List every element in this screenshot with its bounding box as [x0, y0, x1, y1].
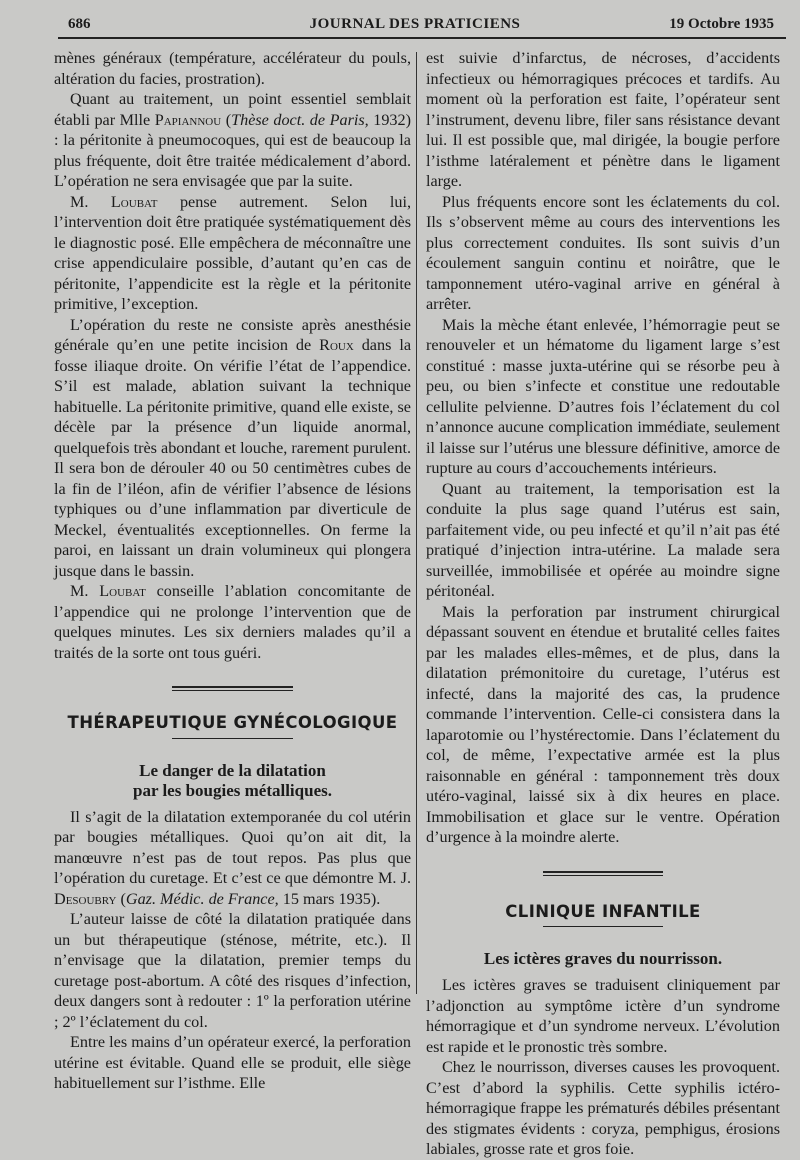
paragraph: Plus fréquents encore sont les éclatements du col. Ils s’observent même au cours des interventions les plus correctement conduites. Ils sont suivis d’un écoulement sanguin continu et noirâtre, que le tamponnement utéro-vaginal arrive en général à arrêter.: [426, 192, 780, 313]
header-rule: [58, 37, 786, 39]
page-number: 686: [68, 16, 91, 32]
article-title-icteres: Les ictères graves du nourrisson.: [483, 949, 723, 968]
author-name: Papiannou: [154, 110, 222, 129]
paragraph: est suivie d’infarctus, de nécroses, d’accidents infectieux ou hémorragiques précoces et tardifs. Au moment où la perforation est faite, l’opérateur sent l’instrument, devenu libre, filer sans résistance devant lui. Il est possible que, mal dirigée, la bougie perfore l’isthme latéralement et pénètre dans le ligament large.: [426, 49, 780, 190]
paragraph: M. Loubat conseille l’ablation concomitante de l’appendice qui ne prolonge l’intervention que de quelques minutes. Les six derniers malades qu’il a traités de la sorte ont tous guéri.: [54, 582, 411, 662]
paragraph: Il s’agit de la dilatation extemporanée du col utérin par bougies métalliques. Quoi qu’on ait dit, la manœuvre n’est pas de tout repos. Pas plus que l’opération du curetage. Et c’est ce que démontre M. J. Desoubry (Gaz. Médic. de France, 15 mars 1935).: [54, 807, 411, 908]
section-ornament: [54, 685, 411, 693]
citation: Gaz. Médic. de France,: [125, 889, 279, 908]
paragraph: Mais la perforation par instrument chirurgical dépassant souvent en étendue et brutalité celles faites par les malades elles-mêmes, et de plus, dans la dilatation prémonitoire du curetage, l’utérus est infecté, dans la majorité des cas, la prudence commande l’intervention. Celle-ci consistera dans la laparotomie ou l’hystérectomie. Dans l’éclatement du col, de même, l’expectative armée est la plus raisonnable en général : tamponnement très doux utéro-vaginal, laissé six à dix heures en place. Immobilisation et glace sur le ventre. Opération d’urgence à la moindre alerte.: [426, 602, 780, 846]
paragraph: Les ictères graves se traduisent cliniquement par l’adjonction au symptôme ictère d’un syndrome hémorragique et d’un syndrome nerveux. L’évolution est rapide et le pronostic très sombre.: [426, 976, 780, 1056]
paragraph: L’opération du reste ne consiste après anesthésie générale qu’en une petite incision de Roux dans la fosse iliaque droite. On vérifie l’état de l’appendice. S’il est malade, ablation suivant la technique habituelle. La péritonite primitive, quand elle existe, se décèle par la présence d’un liquide anormal, quelquefois très abondant et louche, rarement purulent. Il sera bon de dérouler 40 ou 50 centimètres cubes de la fin de l’iléon, afin de vérifier l’absence de lésions typhiques ou d’une inflammation par diverticule de Meckel, éventualités exceptionnelles. On ferme la paroi, en laissant un drain volumineux qui plongera jusque dans le bassin.: [54, 315, 411, 580]
paragraph: Chez le nourrisson, diverses causes les provoquent. C’est d’abord la syphilis. Cette syphilis ictéro-hémorragique frappe les prématurés débiles présentant des stigmates évidents : coryza, pemphigus, érosions labiales, grosse rate et gros foie.: [426, 1058, 780, 1158]
paragraph: Mais la mèche étant enlevée, l’hémorragie peut se renouveler et un hématome du ligament large s’est constitué : masse juxta-utérine qui se résorbe peu à peu, ou bien s’infecte et constitue une redoutable cellulite pelvienne. D’autres fois l’éclatement du col n’annonce aucune complication immédiate, seulement il laisse sur l’utérus une blessure définitive, amorce de rupture au cours d’accouchements intérieurs.: [426, 315, 780, 477]
paragraph: Entre les mains d’un opérateur exercé, la perforation utérine est évitable. Quand elle se produit, elle siège habituellement sur l’isthme. Elle: [54, 1033, 411, 1092]
author-name: Roux: [319, 336, 354, 354]
paragraph: mènes généraux (température, accélérateur du pouls, altération du facies, prostration).: [54, 49, 411, 88]
column-divider: [416, 52, 417, 994]
journal-title: JOURNAL DES PRATICIENS: [309, 16, 521, 32]
section-ornament: [426, 870, 780, 878]
author-name: Desoubry: [54, 889, 117, 908]
page-header: [50, 16, 780, 38]
left-column: [54, 48, 411, 1094]
section-title-gynecologie: THÉRAPEUTIQUE GYNÉCOLOGIQUE: [67, 713, 398, 732]
section-title-rule: [543, 926, 663, 927]
right-column: [426, 48, 780, 1160]
paragraph: Quant au traitement, la temporisation est la conduite la plus sage quand l’utérus est sain, parfaitement vide, ou peu infecté et qu’il n’ait pas été pratiqué d’injection intra-utérine. La malade sera surveillée, immobilisée et opérée au moindre signe péritonéal.: [426, 479, 780, 600]
author-name: Loubat: [110, 192, 158, 211]
author-name: Loubat: [99, 582, 146, 600]
paragraph: Quant au traitement, un point essentiel semblait établi par Mlle Papiannou (Thèse doct. de Paris, 1932) : la péritonite à pneumocoques, qui est de beaucoup la plus fréquente, doit être traitée médicalement d’abord. L’opération ne sera envisagée que par la suite.: [54, 90, 411, 190]
issue-date: 19 Octobre 1935: [669, 16, 774, 32]
paragraph: M. Loubat pense autrement. Selon lui, l’intervention doit être pratiquée systématiquement dès le diagnostic posé. Elle empêchera de méconnaître une crise appendiculaire possible, d’autant qu’en cas de péritonite, l’appendicite est la règle et la péritonite primitive, l’exception.: [54, 192, 411, 313]
article-title-dilatation: Le danger de la dilatation par les bougies métalliques.: [133, 760, 332, 800]
citation: Thèse doct. de Paris,: [231, 110, 369, 129]
paragraph: L’auteur laisse de côté la dilatation pratiquée dans un but thérapeutique (sténose, métrite, etc.). Il n’envisage que la dilatation, premier temps du curetage post-abortum. A côté des risques d’infection, deux dangers sont à redouter : 1º la perforation utérine ; 2º l’éclatement du col.: [54, 910, 411, 1031]
section-title-infantile: CLINIQUE INFANTILE: [505, 901, 701, 921]
section-title-rule: [172, 738, 293, 739]
